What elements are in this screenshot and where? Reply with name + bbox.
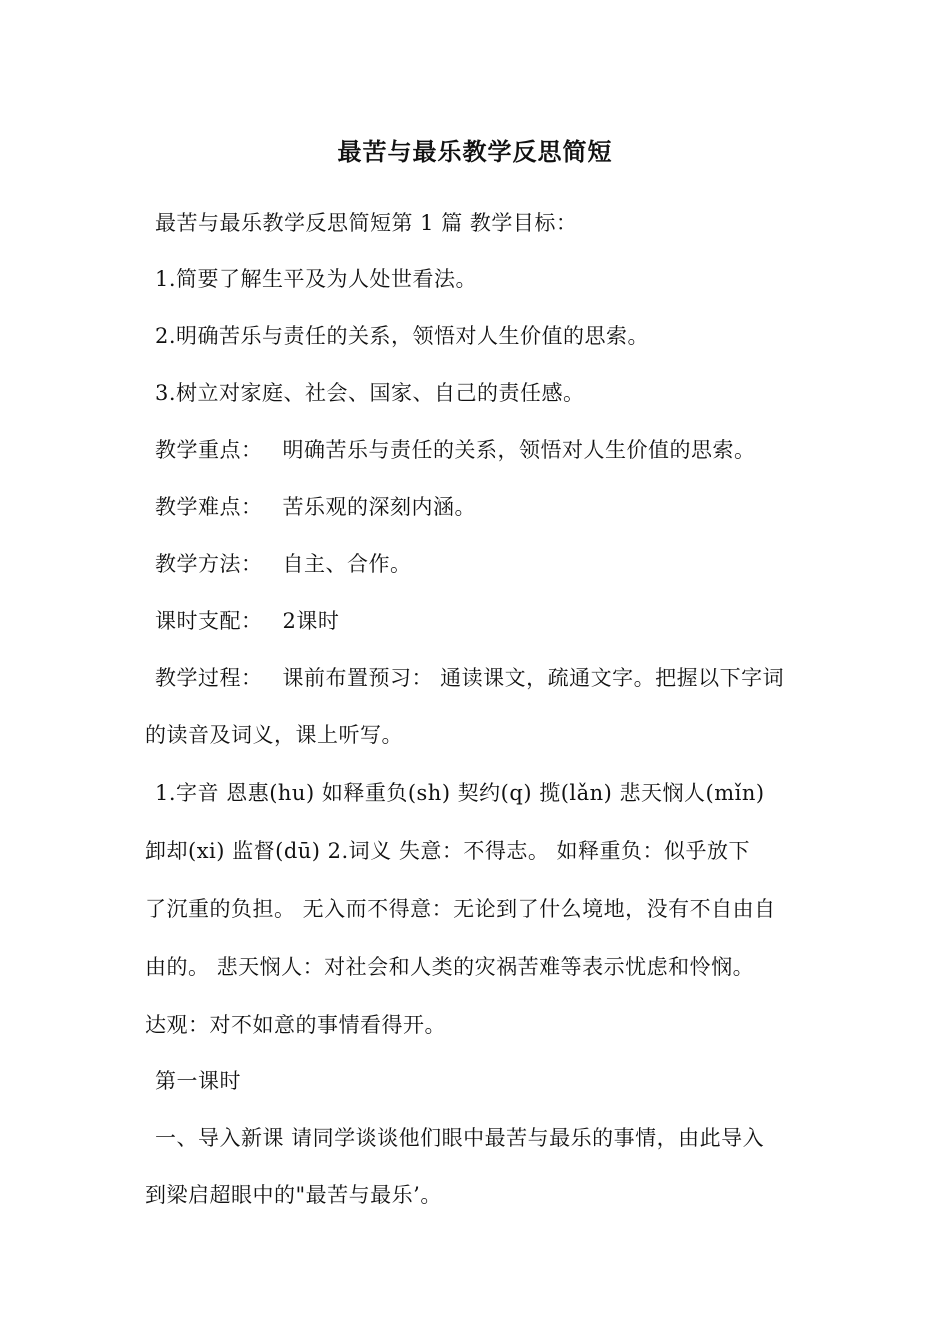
methods-line xyxy=(155,549,412,579)
difficulties-line xyxy=(155,492,476,522)
paragraph-line: 卸却(xi) 监督(dū) 2.词义 失意：不得志。 如释重负：似乎放下 xyxy=(145,839,751,863)
paragraph-line: 3.树立对家庭、社会、国家、自己的责任感。 xyxy=(155,381,585,405)
paragraph-line: 了沉重的负担。 无入而不得意：无论到了什么境地，没有不自由自 xyxy=(145,897,776,921)
paragraph-line: 最苦与最乐教学反思简短第 1 篇 教学目标： xyxy=(155,211,578,235)
paragraph-line: 2.明确苦乐与责任的关系，领悟对人生价值的思索。 xyxy=(155,324,650,348)
section-heading: 第一课时 xyxy=(155,1069,241,1093)
schedule-line xyxy=(155,606,339,636)
methods-text: 自主、合作。 xyxy=(282,552,412,576)
paragraph-line: 一、导入新课 请同学谈谈他们眼中最苦与最乐的事情，由此导入 xyxy=(155,1126,765,1150)
document-title: 最苦与最乐教学反思简短 xyxy=(337,137,613,166)
paragraph-line: 由的。 悲天悯人：对社会和人类的灾祸苦难等表示忧虑和怜悯。 xyxy=(145,955,755,979)
paragraph-line: 达观：对不如意的事情看得开。 xyxy=(145,1013,446,1037)
key-points-label: 教学重点： xyxy=(155,438,263,462)
process-text: 课前布置预习： 通读课文，疏通文字。把握以下字词 xyxy=(282,666,785,690)
schedule-label: 课时支配： xyxy=(155,609,263,633)
difficulties-text: 苦乐观的深刻内涵。 xyxy=(282,495,476,519)
process-line xyxy=(155,663,784,693)
paragraph-line: 1.字音 恩惠(hu) 如释重负(sh) 契约(q) 揽(lǎn) 悲天悯人(mǐn) xyxy=(155,781,765,805)
paragraph-line: 1.简要了解生平及为人处世看法。 xyxy=(155,267,478,291)
key-points-line xyxy=(155,435,756,465)
paragraph-line: 到梁启超眼中的"最苦与最乐’。 xyxy=(145,1183,442,1207)
schedule-text: 2课时 xyxy=(282,609,340,633)
key-points-text: 明确苦乐与责任的关系，领悟对人生价值的思索。 xyxy=(282,438,756,462)
methods-label: 教学方法： xyxy=(155,552,263,576)
paragraph-line: 的读音及词义，课上听写。 xyxy=(145,723,403,747)
process-label: 教学过程： xyxy=(155,666,263,690)
difficulties-label: 教学难点： xyxy=(155,495,263,519)
